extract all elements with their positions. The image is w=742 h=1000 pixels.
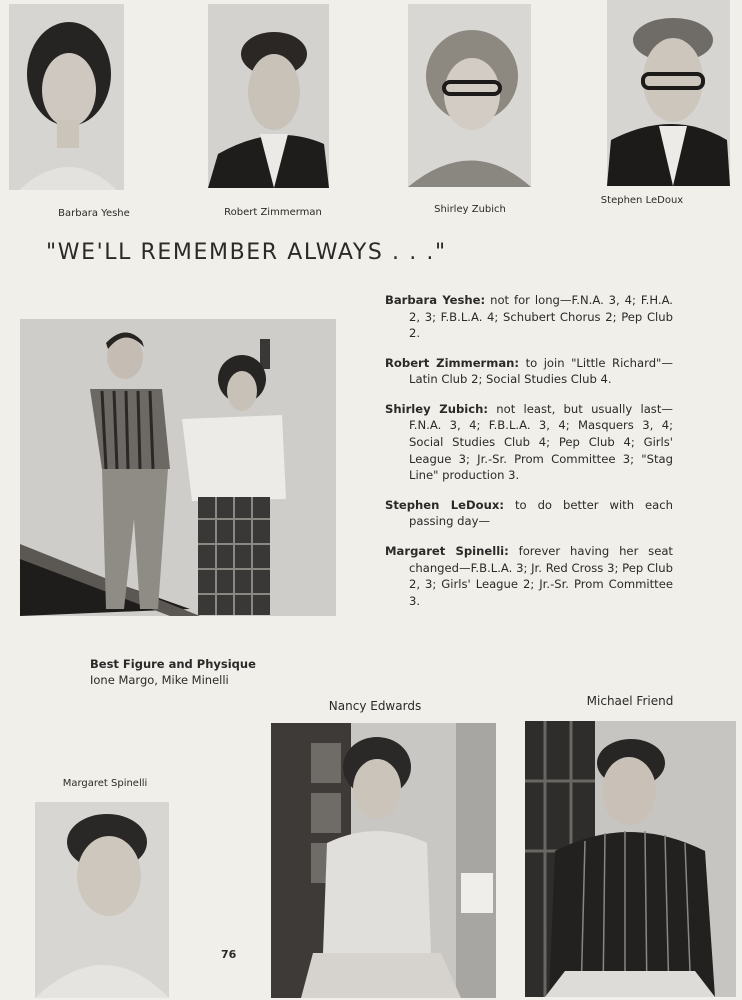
caption-robert-zimmerman: Robert Zimmerman [224,207,322,218]
portrait-michael-friend [525,721,736,997]
page-heading: "WE'LL REMEMBER ALWAYS . . ." [46,240,447,265]
note-text: not least, but usually last—F.N.A. 3, 4; F.B.L.A. 3, 4; Masquers 3, 4; Social Studies Club 4; Pep Club 4; Girls' League 3; Jr.-Sr. Prom Committee 3; "Stag Line" production 3. [409,401,673,483]
portrait-barbara-yeshe [9,4,124,190]
portrait-nancy-edwards [271,723,496,998]
award-names: Ione Margo, Mike Minelli [90,672,229,687]
note-text: to join "Little Richard"—Latin Club 2; Social Studies Club 4. [409,355,673,387]
award-caption [90,657,256,688]
portrait-shirley-zubich [408,4,531,187]
note-margaret-spinelli [385,543,673,609]
note-name: Stephen LeDoux: [385,497,504,512]
note-text: not for long—F.N.A. 3, 4; F.H.A. 2, 3; F.B.L.A. 4; Schubert Chorus 2; Pep Club 2. [409,293,673,341]
note-shirley-zubich [385,401,673,484]
caption-margaret-spinelli: Margaret Spinelli [62,778,148,789]
note-stephen-ledoux [385,497,673,530]
note-name: Barbara Yeshe: [385,293,486,307]
candid-photo [20,319,336,616]
note-name: Robert Zimmerman: [385,355,520,370]
portrait-stephen-ledoux [607,0,730,186]
caption-nancy-edwards: Nancy Edwards [328,699,422,713]
note-text: to do better with each passing day— [409,497,673,529]
caption-stephen-ledoux: Stephen LeDoux [600,195,684,206]
senior-notes [385,292,673,622]
caption-shirley-zubich: Shirley Zubich [434,204,506,215]
note-name: Margaret Spinelli: [385,543,509,558]
portrait-margaret-spinelli [35,802,169,998]
portrait-robert-zimmerman [208,4,329,188]
award-title: Best Figure and Physique [90,657,256,671]
note-name: Shirley Zubich: [385,401,489,416]
caption-barbara-yeshe: Barbara Yeshe [58,208,130,219]
page-number: 76 [221,948,237,961]
caption-michael-friend: Michael Friend [586,694,674,708]
note-text: forever having her seat changed—F.B.L.A. 3; Jr. Red Cross 3; Pep Club 2, 3; Girls' League 2; Jr.-Sr. Prom Committee 3. [409,543,673,608]
note-barbara-yeshe [385,292,673,342]
note-robert-zimmerman [385,355,673,388]
